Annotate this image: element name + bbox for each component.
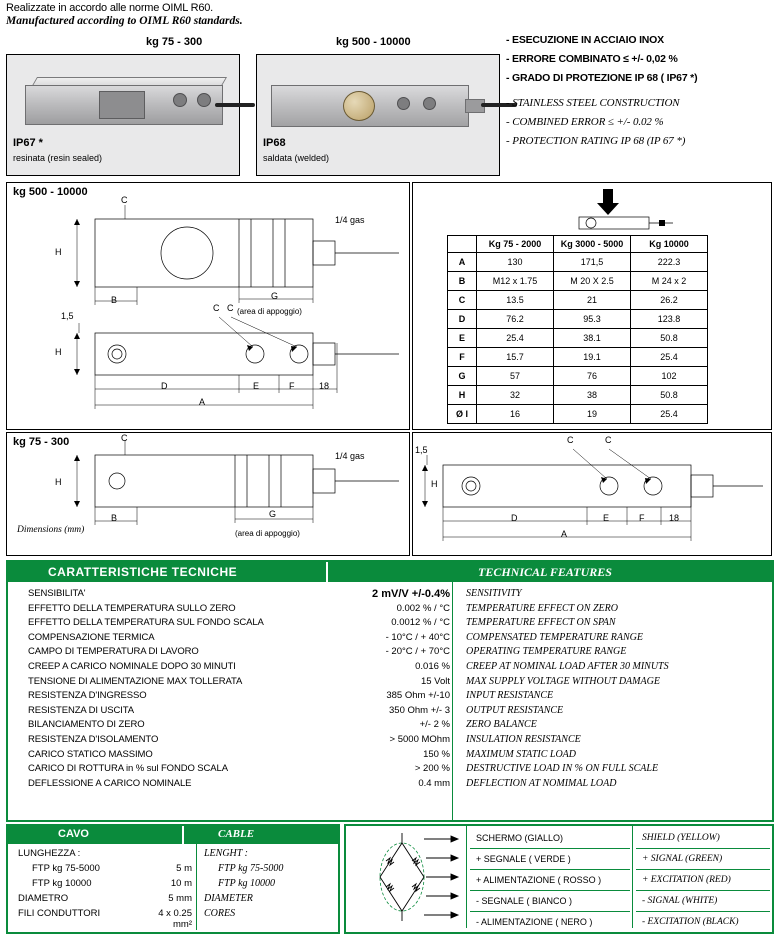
tech-value: 385 Ohm +/-10 bbox=[386, 690, 450, 702]
cell: 15.7 bbox=[477, 348, 554, 367]
support-area-note-1: (area di appoggio) bbox=[237, 307, 302, 316]
cell: 123.8 bbox=[631, 310, 708, 329]
cell: M 20 X 2.5 bbox=[554, 272, 631, 291]
th-col-3: Kg 10000 bbox=[631, 236, 708, 253]
cell: 25.4 bbox=[631, 405, 708, 424]
dim-H-top: H bbox=[55, 247, 62, 257]
table-row bbox=[448, 272, 708, 291]
wiring-label-it: - ALIMENTAZIONE ( NERO ) bbox=[476, 917, 593, 927]
cable-title-english: CABLE bbox=[218, 828, 255, 840]
bullet-en-2: - PROTECTION RATING IP 68 (IP 67 *) bbox=[506, 135, 686, 147]
dimension-spec-table bbox=[447, 235, 708, 424]
tech-label-en: COMPENSATED TEMPERATURE RANGE bbox=[466, 631, 644, 643]
table-row bbox=[448, 253, 708, 272]
bullet-en-1: - COMBINED ERROR ≤ +/- 0.02 % bbox=[506, 116, 664, 128]
cell: 38 bbox=[554, 386, 631, 405]
drawing-box-side-view bbox=[412, 432, 772, 556]
row-label: G bbox=[448, 367, 477, 386]
wiring-labels-italian bbox=[470, 828, 630, 932]
dim-H-4: H bbox=[431, 479, 438, 489]
table-row bbox=[448, 405, 708, 424]
photo-ip67 bbox=[6, 54, 240, 176]
cell: 19.1 bbox=[554, 348, 631, 367]
row-label: F bbox=[448, 348, 477, 367]
dim-A-4: A bbox=[561, 529, 568, 539]
gas-label-1: 1/4 gas bbox=[335, 215, 365, 225]
tech-label-en: DESTRUCTIVE LOAD IN % ON FULL SCALE bbox=[466, 763, 659, 775]
cable-label-it: FTP kg 75-5000 bbox=[32, 863, 100, 874]
cable-value: 5 mm bbox=[168, 893, 192, 904]
tech-label-it: EFFETTO DELLA TEMPERATURA SUL FONDO SCALA bbox=[28, 617, 264, 629]
table-row bbox=[448, 310, 708, 329]
tech-label-it: RESISTENZA D'ISOLAMENTO bbox=[28, 733, 159, 745]
cable-labels-italian bbox=[18, 848, 138, 923]
drawing-box-500-10000 bbox=[6, 182, 410, 430]
wiring-divider-left bbox=[466, 826, 467, 928]
drawing-box-75-300 bbox=[6, 432, 410, 556]
tech-label-it: CARICO DI ROTTURA in % sul FONDO SCALA bbox=[28, 763, 228, 775]
cable-label-en: LENGHT : bbox=[204, 848, 248, 859]
cable-label-en: FTP kg 75-5000 bbox=[218, 863, 284, 874]
bullet-en-0: - STAINLESS STEEL CONSTRUCTION bbox=[506, 97, 680, 109]
tech-value: - 20°C / + 70°C bbox=[385, 646, 450, 658]
row-label: B bbox=[448, 272, 477, 291]
bullet-it-0: - ESECUZIONE IN ACCIAIO INOX bbox=[506, 34, 664, 46]
technical-values bbox=[330, 588, 450, 792]
dim-1-5-4: 1,5 bbox=[415, 445, 428, 455]
th-col-1: Kg 75 - 2000 bbox=[477, 236, 554, 253]
load-cell-image-resin-sealed bbox=[25, 77, 221, 129]
spec-table-box bbox=[412, 182, 772, 430]
cable-header bbox=[8, 826, 338, 844]
wiring-label-en: + EXCITATION (RED) bbox=[636, 870, 770, 891]
header-line-english: Manufactured according to OIML R60 standards. bbox=[6, 15, 243, 27]
wiring-labels-english bbox=[636, 828, 770, 932]
column-divider bbox=[452, 582, 453, 820]
drawing-2-label: kg 75 - 300 bbox=[13, 436, 70, 448]
dim-E: E bbox=[253, 381, 260, 391]
tech-value: 150 % bbox=[423, 748, 450, 760]
cable-label-it: FILI CONDUTTORI bbox=[18, 908, 101, 919]
cell: 25.4 bbox=[631, 348, 708, 367]
dim-1-5: 1,5 bbox=[61, 311, 74, 321]
cell: 76.2 bbox=[477, 310, 554, 329]
tech-value: 0.4 mm bbox=[418, 777, 450, 789]
dim-B-2: B bbox=[111, 513, 118, 523]
tech-label-en: TEMPERATURE EFFECT ON ZERO bbox=[466, 602, 618, 614]
tech-label-en: SENSITIVITY bbox=[466, 588, 522, 599]
cable-labels-english bbox=[204, 848, 334, 923]
cell: 171,5 bbox=[554, 253, 631, 272]
row-label: Ø I bbox=[448, 405, 477, 424]
photo-right-ip-label: IP68 bbox=[263, 137, 286, 149]
photo-right-range-label: kg 500 - 10000 bbox=[336, 36, 411, 48]
wiring-label-en: SHIELD (YELLOW) bbox=[636, 828, 770, 849]
tech-label-en: ZERO BALANCE bbox=[466, 719, 537, 731]
tech-label-it: SENSIBILITA' bbox=[28, 588, 86, 599]
tech-label-it: RESISTENZA DI USCITA bbox=[28, 704, 135, 716]
wiring-label-it: SCHERMO (GIALLO) bbox=[470, 828, 630, 849]
wiring-diagram-box bbox=[344, 824, 774, 934]
tech-label-it: CAMPO DI TEMPERATURA DI LAVORO bbox=[28, 646, 199, 658]
dim-18-4: 18 bbox=[669, 513, 680, 523]
cell: 222.3 bbox=[631, 253, 708, 272]
tech-value: +/- 2 % bbox=[419, 719, 450, 731]
tech-label-en: INSULATION RESISTANCE bbox=[466, 733, 581, 745]
tech-label-it: BILANCIAMENTO DI ZERO bbox=[28, 719, 145, 731]
tech-value: 0.002 % / °C bbox=[396, 602, 450, 614]
dim-H-2: H bbox=[55, 477, 62, 487]
cable-value: 5 m bbox=[176, 863, 192, 874]
tech-label-en: OPERATING TEMPERATURE RANGE bbox=[466, 646, 627, 658]
cell: M 24 x 2 bbox=[631, 272, 708, 291]
dim-18: 18 bbox=[319, 381, 330, 391]
table-row bbox=[448, 329, 708, 348]
tech-label-en: INPUT RESISTANCE bbox=[466, 690, 554, 702]
tech-value: 0.0012 % / °C bbox=[391, 617, 450, 629]
cell: 102 bbox=[631, 367, 708, 386]
cable-column-divider bbox=[196, 844, 197, 930]
tech-label-it: CREEP A CARICO NOMINALE DOPO 30 MINUTI bbox=[28, 660, 236, 672]
technical-features-box bbox=[6, 560, 774, 822]
drawing-1-label: kg 500 - 10000 bbox=[13, 186, 88, 198]
photo-left-range-label: kg 75 - 300 bbox=[146, 36, 203, 48]
cable-header-divider bbox=[182, 826, 184, 844]
cell: 76 bbox=[554, 367, 631, 386]
cell: 38.1 bbox=[554, 329, 631, 348]
tech-label-it: COMPENSAZIONE TERMICA bbox=[28, 631, 155, 643]
cell: 13.5 bbox=[477, 291, 554, 310]
technical-labels-english bbox=[466, 588, 766, 792]
wheatstone-bridge-icon bbox=[346, 827, 464, 927]
row-label: C bbox=[448, 291, 477, 310]
dimensions-note: Dimensions (mm) bbox=[17, 525, 85, 535]
table-row bbox=[448, 386, 708, 405]
technical-title-english: TECHNICAL FEATURES bbox=[478, 565, 612, 579]
dim-C-4a: C bbox=[567, 435, 574, 445]
wiring-label-it: + SEGNALE ( VERDE ) bbox=[470, 849, 630, 870]
product-photos bbox=[6, 36, 498, 176]
cable-label-it: LUNGHEZZA : bbox=[18, 848, 81, 859]
dim-C-side-1: C bbox=[213, 303, 220, 313]
tech-label-en: OUTPUT RESISTANCE bbox=[466, 704, 564, 716]
dim-E-4: E bbox=[603, 513, 610, 523]
cable-label-it: FTP kg 10000 bbox=[32, 878, 92, 889]
table-row bbox=[448, 367, 708, 386]
row-label: A bbox=[448, 253, 477, 272]
cell: 19 bbox=[554, 405, 631, 424]
cable-box bbox=[6, 824, 340, 934]
cable-value bbox=[142, 848, 192, 863]
photo-ip68 bbox=[256, 54, 500, 176]
support-area-note-2: (area di appoggio) bbox=[235, 529, 300, 538]
cable-title-italian: CAVO bbox=[58, 828, 89, 840]
tech-value: - 10°C / + 40°C bbox=[385, 631, 450, 643]
tech-label-en: TEMPERATURE EFFECT ON SPAN bbox=[466, 617, 616, 629]
wiring-label-it: + ALIMENTAZIONE ( ROSSO ) bbox=[470, 870, 630, 891]
row-label: H bbox=[448, 386, 477, 405]
cable-values bbox=[142, 848, 192, 930]
th-col-2: Kg 3000 - 5000 bbox=[554, 236, 631, 253]
tech-label-en: MAX SUPPLY VOLTAGE WITHOUT DAMAGE bbox=[466, 675, 660, 687]
feature-bullets bbox=[506, 34, 774, 154]
tech-label-it: TENSIONE DI ALIMENTAZIONE MAX TOLLERATA bbox=[28, 675, 243, 687]
bullet-it-1: - ERRORE COMBINATO ≤ +/- 0,02 % bbox=[506, 53, 678, 65]
cell: 57 bbox=[477, 367, 554, 386]
dim-G-2: G bbox=[269, 509, 277, 519]
header-line-italian: Realizzate in accordo alle norme OIML R60. bbox=[6, 2, 214, 14]
cell: 50.8 bbox=[631, 386, 708, 405]
cell: 130 bbox=[477, 253, 554, 272]
wiring-label-en: - SIGNAL (WHITE) bbox=[636, 891, 770, 912]
tech-label-it: RESISTENZA D'INGRESSO bbox=[28, 690, 147, 702]
cable-label-en: FTP kg 10000 bbox=[218, 878, 276, 889]
dim-B-top: B bbox=[111, 295, 118, 305]
cell: 16 bbox=[477, 405, 554, 424]
cell: M12 x 1.75 bbox=[477, 272, 554, 291]
row-label: D bbox=[448, 310, 477, 329]
technical-title-italian: CARATTERISTICHE TECNICHE bbox=[48, 565, 238, 579]
cell: 50.8 bbox=[631, 329, 708, 348]
wiring-label-it: - SEGNALE ( BIANCO ) bbox=[470, 891, 630, 912]
th-blank bbox=[448, 236, 477, 253]
table-row bbox=[448, 348, 708, 367]
cable-value: 4 x 0.25 mm² bbox=[158, 908, 192, 930]
photo-left-ip-label: IP67 * bbox=[13, 137, 43, 149]
bullet-it-2: - GRADO DI PROTEZIONE IP 68 ( IP67 *) bbox=[506, 72, 698, 84]
tech-value: 350 Ohm +/- 3 bbox=[389, 704, 450, 716]
load-cell-image-welded bbox=[271, 81, 485, 129]
tech-value: > 200 % bbox=[414, 763, 450, 775]
dim-C-2: C bbox=[121, 433, 128, 443]
dim-C-side-2: C bbox=[227, 303, 234, 313]
tech-value: > 5000 MOhm bbox=[389, 733, 450, 745]
wiring-label-en: + SIGNAL (GREEN) bbox=[636, 849, 770, 870]
cell: 26.2 bbox=[631, 291, 708, 310]
gas-label-2: 1/4 gas bbox=[335, 451, 365, 461]
drawing-4-svg bbox=[413, 433, 769, 553]
dim-A: A bbox=[199, 397, 206, 407]
dim-F: F bbox=[289, 381, 295, 391]
row-label: E bbox=[448, 329, 477, 348]
technical-features-header bbox=[8, 562, 772, 582]
dim-H-side: H bbox=[55, 347, 62, 357]
cell: 32 bbox=[477, 386, 554, 405]
cell: 25.4 bbox=[477, 329, 554, 348]
header bbox=[6, 2, 506, 27]
tech-value: 15 Volt bbox=[420, 675, 450, 687]
dim-C-4b: C bbox=[605, 435, 612, 445]
tech-value: 0.016 % bbox=[415, 660, 450, 672]
cable-value: 10 m bbox=[170, 878, 192, 889]
tech-value: 2 mV/V +/-0.4% bbox=[372, 588, 450, 600]
cell: 95.3 bbox=[554, 310, 631, 329]
dim-C-top: C bbox=[121, 195, 128, 205]
dim-D-4: D bbox=[511, 513, 518, 523]
cable-label-it: DIAMETRO bbox=[18, 893, 69, 904]
table-header-row bbox=[448, 236, 708, 253]
table-row bbox=[448, 291, 708, 310]
wiring-label-en: - EXCITATION (BLACK) bbox=[642, 917, 739, 927]
cable-label-en: DIAMETER bbox=[204, 893, 253, 904]
dim-D: D bbox=[161, 381, 168, 391]
load-direction-icon bbox=[559, 187, 679, 231]
tech-label-it: EFFETTO DELLA TEMPERATURA SULLO ZERO bbox=[28, 602, 236, 614]
photo-left-seal-label: resinata (resin sealed) bbox=[13, 153, 103, 163]
tech-label-it: CARICO STATICO MASSIMO bbox=[28, 748, 153, 760]
technical-labels-italian bbox=[28, 588, 328, 792]
tech-label-it: DEFLESSIONE A CARICO NOMINALE bbox=[28, 777, 192, 789]
tech-label-en: DEFLECTION AT NOMIMAL LOAD bbox=[466, 777, 617, 789]
photo-right-seal-label: saldata (welded) bbox=[263, 153, 330, 163]
tech-label-en: CREEP AT NOMINAL LOAD AFTER 30 MINUTS bbox=[466, 660, 669, 672]
cell: 21 bbox=[554, 291, 631, 310]
header-divider bbox=[326, 562, 328, 582]
dim-F-4: F bbox=[639, 513, 645, 523]
tech-label-en: MAXIMUM STATIC LOAD bbox=[466, 748, 576, 760]
cable-label-en: CORES bbox=[204, 908, 236, 919]
wiring-divider-mid bbox=[632, 826, 633, 928]
dim-G-top: G bbox=[271, 291, 279, 301]
